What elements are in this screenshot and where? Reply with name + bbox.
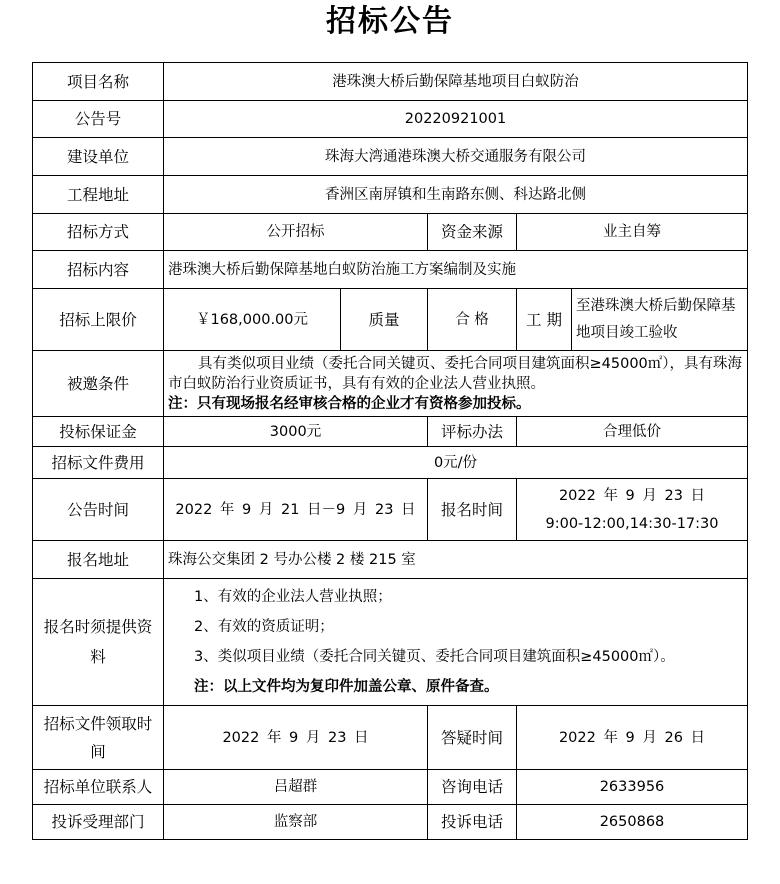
row-project-name (33, 63, 748, 101)
qa-time-label: 答疑时间 (428, 706, 517, 770)
materials-note: 注：以上文件均为复印件加盖公章、原件备查。 (194, 679, 499, 695)
project-name-value: 港珠澳大桥后勤保障基地项目白蚁防治 (164, 63, 748, 101)
row-notice-no (33, 101, 748, 138)
row-doc-time (33, 706, 748, 770)
row-builder (33, 138, 748, 176)
conditions-text: 具有类似项目业绩（委托合同关键页、委托合同项目建筑面积≥45000㎡），具有珠海市白蚁防治行业资质证书，具有有效的企业法人营业执照。 (168, 355, 743, 392)
notice-time-label: 公告时间 (33, 479, 164, 541)
content-label: 招标内容 (33, 251, 164, 289)
site-value: 香洲区南屏镇和生南路东侧、科达路北侧 (164, 176, 748, 214)
row-contact (33, 770, 748, 805)
quality-value: 合 格 (428, 289, 517, 351)
quality-label: 质量 (341, 289, 428, 351)
materials-item: 2、有效的资质证明； (194, 619, 334, 635)
doc-time-label: 招标文件领取时间 (33, 706, 164, 770)
doc-time-value: 2022 年 9 月 23 日 (164, 706, 428, 770)
materials-item: 3、类似项目业绩（委托合同关键页、委托合同项目建筑面积≥45000㎡）。 (194, 649, 675, 665)
row-deposit (33, 417, 748, 447)
complaint-phone-value: 2650868 (517, 805, 748, 840)
notice-time-value: 2022 年 9 月 21 日－9 月 23 日 (164, 479, 428, 541)
doc-fee-value: 0元/份 (164, 447, 748, 479)
reg-time-label: 报名时间 (428, 479, 517, 541)
fund-source-label: 资金来源 (428, 214, 517, 251)
reg-time-hours: 9:00-12:00,14:30-17:30 (545, 515, 719, 532)
doc-fee-label: 招标文件费用 (33, 447, 164, 479)
row-conditions (33, 351, 748, 417)
period-label: 工 期 (517, 289, 572, 351)
row-method (33, 214, 748, 251)
complaint-label: 投诉受理部门 (33, 805, 164, 840)
notice-no-value: 20220921001 (164, 101, 748, 138)
row-content (33, 251, 748, 289)
builder-value: 珠海大湾通港珠澳大桥交通服务有限公司 (164, 138, 748, 176)
reg-address-value: 珠海公交集团 2 号办公楼 2 楼 215 室 (164, 541, 748, 579)
method-label: 招标方式 (33, 214, 164, 251)
tender-notice-table (32, 62, 748, 840)
conditions-cell (164, 351, 748, 417)
period-value: 至港珠澳大桥后勤保障基地项目竣工验收 (572, 289, 748, 351)
site-label: 工程地址 (33, 176, 164, 214)
project-name-label: 项目名称 (33, 63, 164, 101)
reg-time-date: 2022 年 9 月 23 日 (558, 487, 706, 504)
materials-cell (164, 579, 748, 706)
method-value: 公开招标 (164, 214, 428, 251)
inquiry-phone-label: 咨询电话 (428, 770, 517, 805)
materials-label: 报名时须提供资料 (33, 579, 164, 706)
contact-value: 吕超群 (164, 770, 428, 805)
builder-label: 建设单位 (33, 138, 164, 176)
row-doc-fee (33, 447, 748, 479)
limit-label: 招标上限价 (33, 289, 164, 351)
evaluation-label: 评标办法 (428, 417, 517, 447)
content-value: 港珠澳大桥后勤保障基地白蚁防治施工方案编制及实施 (164, 251, 748, 289)
row-materials (33, 579, 748, 706)
row-reg-address (33, 541, 748, 579)
row-limit (33, 289, 748, 351)
conditions-note: 注：只有现场报名经审核合格的企业才有资格参加投标。 (168, 395, 531, 412)
contact-label: 招标单位联系人 (33, 770, 164, 805)
conditions-label: 被邀条件 (33, 351, 164, 417)
row-notice-time (33, 479, 748, 541)
qa-time-value: 2022 年 9 月 26 日 (517, 706, 748, 770)
page-title: 招标公告 (326, 4, 454, 39)
evaluation-value: 合理低价 (517, 417, 748, 447)
inquiry-phone-value: 2633956 (517, 770, 748, 805)
reg-address-label: 报名地址 (33, 541, 164, 579)
materials-item: 1、有效的企业法人营业执照； (194, 589, 392, 605)
complaint-phone-label: 投诉电话 (428, 805, 517, 840)
deposit-label: 投标保证金 (33, 417, 164, 447)
row-complaint (33, 805, 748, 840)
deposit-value: 3000元 (164, 417, 428, 447)
limit-value: ￥168,000.00元 (164, 289, 341, 351)
complaint-value: 监察部 (164, 805, 428, 840)
notice-no-label: 公告号 (33, 101, 164, 138)
fund-source-value: 业主自筹 (517, 214, 748, 251)
row-site (33, 176, 748, 214)
reg-time-cell (517, 479, 748, 541)
